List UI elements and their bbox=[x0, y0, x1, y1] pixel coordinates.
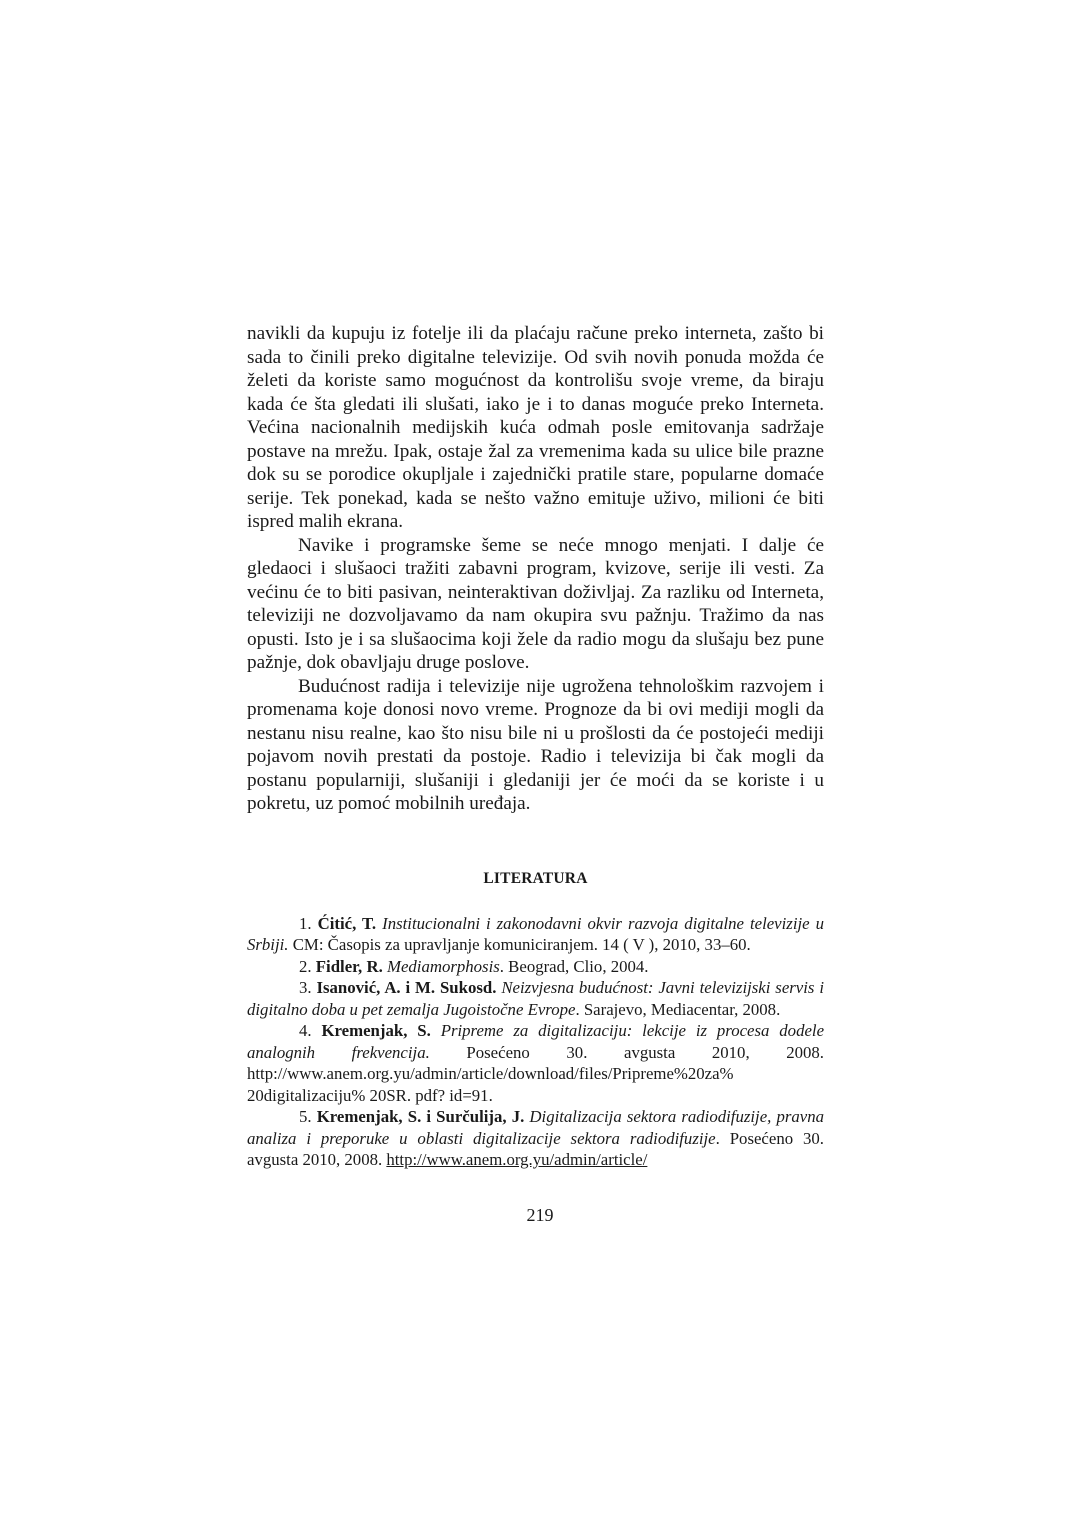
page-number: 219 bbox=[526, 1205, 554, 1225]
literature-heading: LITERATURA bbox=[483, 869, 588, 887]
reference-number: 2. bbox=[299, 956, 312, 976]
reference-item bbox=[247, 956, 824, 978]
body-text bbox=[247, 322, 824, 816]
paragraph: Navike i programske šeme se neće mnogo menjati. I dalje će gledaoci i slušaoci tražiti zabavni program, kvizove, serije ili vesti. Za većinu će to biti pasivan, neinteraktivan doživljaj. Za razliku od Interneta, televiziji ne dozvoljavamo da nam okupira svu pažnju. Tražimo da nas opusti. Isto je i sa slušaocima koji žele da radio mogu da slušaju bez pune pažnje, dok obavljaju druge poslove. bbox=[247, 534, 824, 673]
reference-details: Posećeno 30. avgusta 2010, 2008. http://www.anem.org.yu/admin/article/download/files/Pripreme%20za% 20digitalizaciju% 20SR. pdf? id=91. bbox=[247, 1042, 825, 1105]
reference-number: 5. bbox=[299, 1107, 312, 1126]
reference-author: Fidler, R. bbox=[315, 956, 383, 976]
reference-title: Mediamorphosis bbox=[386, 956, 500, 976]
reference-title: Neizvjesna budućnost: Javni televizijski servis i digitalno doba u pet zemalja Jugoistočne Evrope bbox=[247, 978, 824, 1019]
reference-author: Kremenjak, S. i Surčulija, J. bbox=[316, 1107, 525, 1126]
page-content bbox=[247, 322, 824, 1171]
reference-item bbox=[247, 1106, 824, 1171]
reference-number: 1. bbox=[299, 913, 312, 933]
reference-number: 3. bbox=[299, 978, 312, 997]
paragraph: Budućnost radija i televizije nije ugrožena tehnološkim razvojem i promenama koje donosi novo vreme. Prognoze da bi ovi mediji mogli da nestanu nisu realne, kao što nisu bile ni u prošlosti da će postojeći mediji pojavom novih prestati da postoje. Radio i televizija bi čak mogli da postanu popularniji, slušaniji i gledaniji jer će moći da se koriste i u pokretu, uz pomoć mobilnih uređaja. bbox=[247, 675, 824, 814]
reference-title: Digitalizacija sektora radiodifuzije, pravna analiza i preporuke u oblasti digitalizacije sektora radiodifuzije bbox=[247, 1107, 824, 1148]
reference-author: Isanović, A. i M. Sukosd. bbox=[316, 978, 497, 997]
reference-item bbox=[247, 913, 824, 956]
reference-title: Pripreme za digitalizaciju: lekcije iz procesa dodele analognih frekvencija. bbox=[247, 1021, 825, 1062]
reference-details: CM: Časopis za upravljanje komuniciranjem. 14 ( V ), 2010, 33–60. bbox=[292, 935, 751, 954]
reference-title: Institucionalni i zakonodavni okvir razvoja digitalne televizije u Srbiji. bbox=[247, 913, 824, 954]
paragraph: navikli da kupuju iz fotelje ili da plaćaju račune preko interneta, zašto bi sada to činili preko digitalne televizije. Od svih novih ponuda možda će želeti da koriste samo mogućnost da kontrolišu svoje vreme, da biraju kada će šta gledati ili slušati, iako je i to danas moguće preko Interneta. Većina nacionalnih medijskih kuća odmah posle emitovanja sadržaje postave na mrežu. Ipak, ostaje žal za vremenima kada su ulice bile prazne dok su se porodice okupljale i zajednički pratile stare, popularne domaće serije. Tek ponekad, kada se nešto važno emituje uživo, milioni će biti ispred malih ekrana. bbox=[247, 323, 824, 532]
reference-author: Ćitić, T. bbox=[317, 913, 377, 933]
reference-item bbox=[247, 1020, 824, 1106]
reference-item bbox=[247, 977, 824, 1020]
reference-details: . Posećeno 30. avgusta 2010, 2008. bbox=[247, 1128, 824, 1169]
reference-link[interactable]: http://www.anem.org.yu/admin/article/ bbox=[386, 1150, 648, 1169]
reference-details: . Sarajevo, Mediacentar, 2008. bbox=[575, 999, 781, 1019]
reference-details: . Beograd, Clio, 2004. bbox=[499, 956, 649, 976]
reference-list bbox=[247, 913, 824, 1171]
reference-author: Kremenjak, S. bbox=[321, 1021, 431, 1040]
reference-number: 4. bbox=[299, 1021, 312, 1040]
